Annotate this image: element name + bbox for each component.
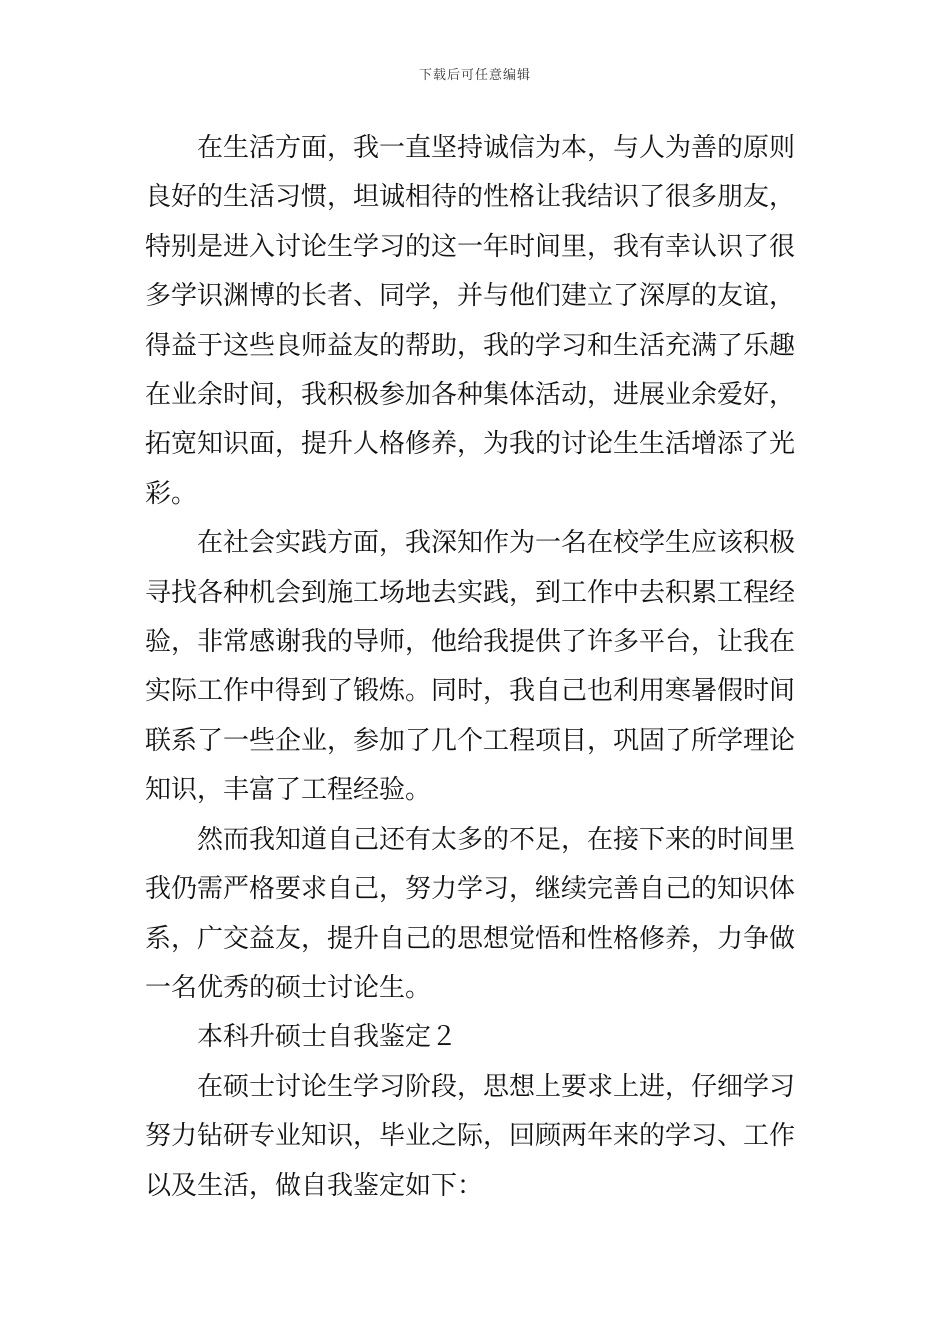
text-line: 在生活方面，我一直坚持诚信为本，与人为善的原则 [197, 133, 796, 163]
text-line: 在业余时间，我积极参加各种集体活动，进展业余爱好， [145, 380, 796, 411]
document-body [145, 124, 810, 1211]
text-line: 联系了一些企业，参加了几个工程项目，巩固了所学理论 [145, 725, 796, 756]
section-title: 本科升硕士自我鉴定２ [197, 1022, 458, 1053]
paragraph-shortcomings [145, 816, 810, 1014]
text-line: 多学识渊博的长者、同学，并与他们建立了深厚的友谊， [145, 281, 796, 312]
text-line: 努力钻研专业知识，毕业之际，回顾两年来的学习、工作 [145, 1121, 796, 1152]
text-line: 在硕士讨论生学习阶段，思想上要求上进，仔细学习 [197, 1071, 796, 1102]
text-line: 以及生活，做自我鉴定如下： [145, 1170, 484, 1201]
text-line: 彩。 [145, 478, 198, 509]
page-header: 下载后可任意编辑 [418, 68, 531, 83]
text-line: 实际工作中得到了锻炼。同时，我自己也利用寒暑假时间 [145, 676, 796, 707]
text-line: 特别是进入讨论生学习的这一年时间里，我有幸认识了很 [145, 231, 796, 262]
text-line: 得益于这些良师益友的帮助，我的学习和生活充满了乐趣 [145, 330, 796, 361]
text-line: 然而我知道自己还有太多的不足，在接下来的时间里 [197, 824, 796, 855]
text-line: 拓宽知识面，提升人格修养，为我的讨论生生活增添了光 [145, 429, 796, 460]
text-line: 验，非常感谢我的导师，他给我提供了许多平台，让我在 [145, 627, 796, 658]
text-line: 在社会实践方面，我深知作为一名在校学生应该积极 [197, 528, 796, 559]
paragraph-social-practice [145, 519, 810, 815]
text-line: 系，广交益友，提升自己的思想觉悟和性格修养，力争做 [145, 923, 796, 954]
paragraph-study-phase [145, 1063, 810, 1211]
text-line: 良好的生活习惯，坦诚相待的性格让我结识了很多朋友， [145, 182, 796, 213]
text-line: 寻找各种机会到施工场地去实践，到工作中去积累工程经 [145, 577, 796, 608]
text-line: 一名优秀的硕士讨论生。 [145, 972, 432, 1003]
text-line: 知识，丰富了工程经验。 [145, 775, 432, 806]
text-line: 我仍需严格要求自己，努力学习，继续完善自己的知识体 [145, 874, 796, 905]
section-heading [145, 1013, 810, 1062]
paragraph-life [145, 124, 810, 519]
